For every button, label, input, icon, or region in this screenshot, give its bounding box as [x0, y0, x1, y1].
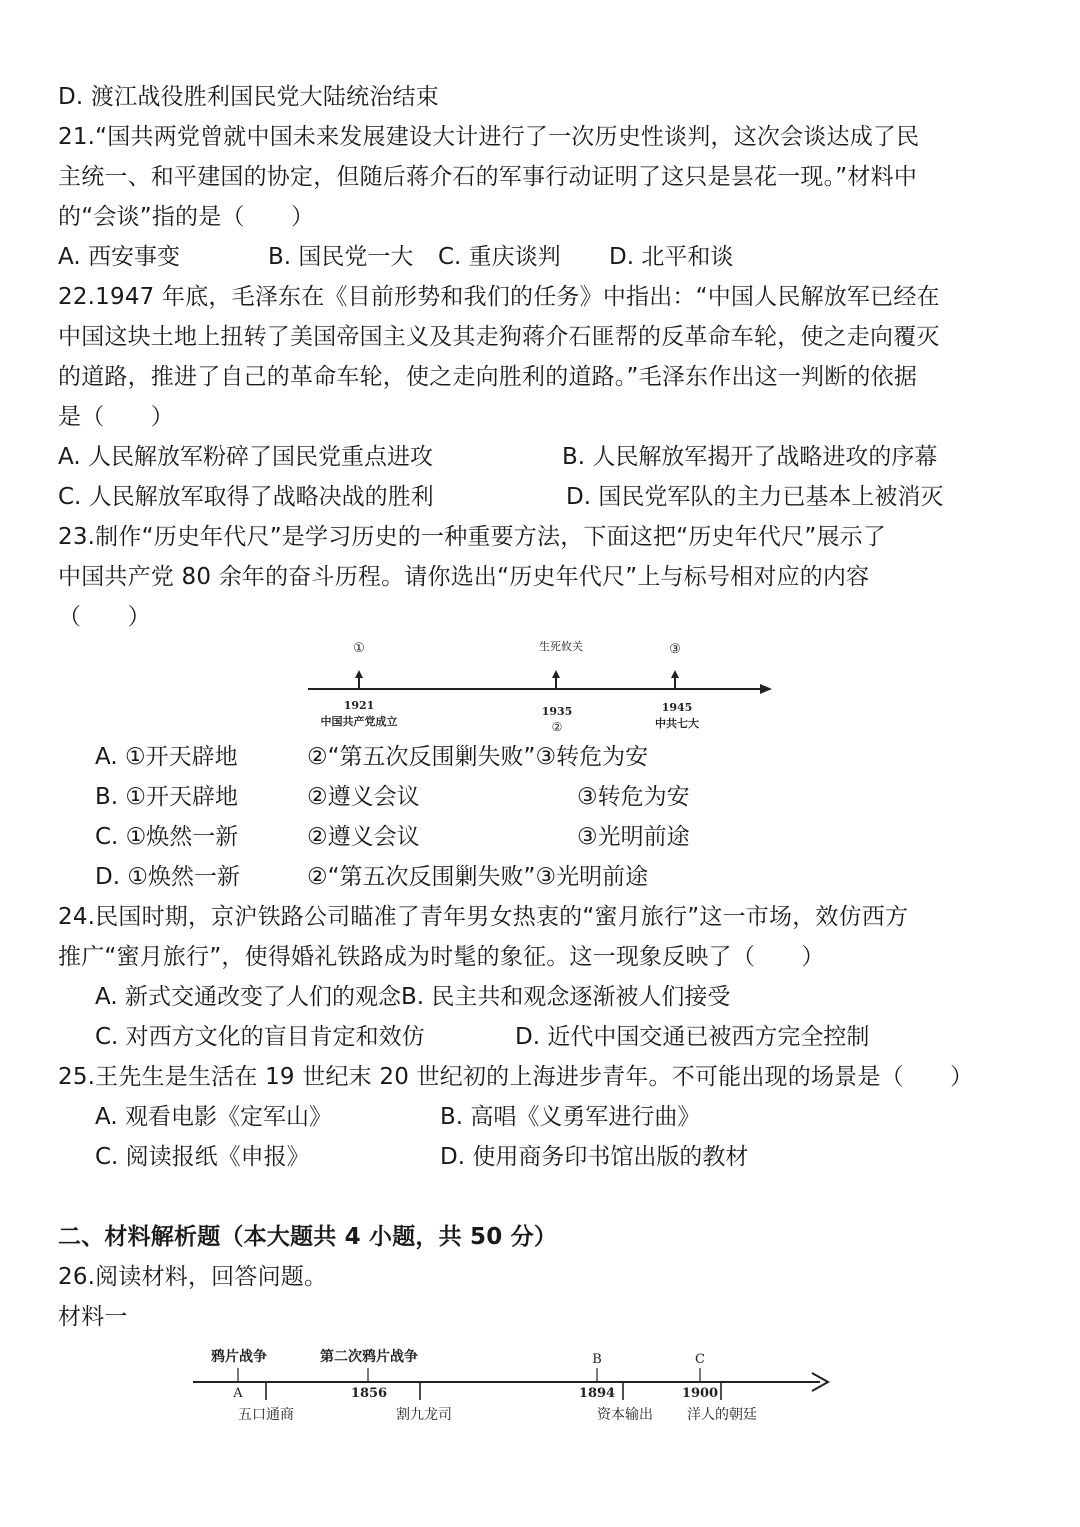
q23-option-a-1: A. ①开天辟地 [95, 744, 238, 770]
q24-stem-line: 24.民国时期，京沪铁路公司瞄准了青年男女热衷的“蜜月旅行”这一市场，效仿西方 [58, 904, 909, 930]
q25-stem-line: 25.王先生是生活在 19 世纪末 20 世纪初的上海进步青年。不可能出现的场景是（ ） [58, 1064, 974, 1090]
q26-top-label: C [695, 1352, 705, 1367]
q23-option-b-2: ②遵义会议 [307, 784, 420, 810]
q23-bottom-label: 中国共产党成立 [320, 715, 398, 728]
q25-option-a: A. 观看电影《定军山》 [95, 1104, 332, 1130]
q26-top-label: 第二次鸦片战争 [320, 1349, 418, 1365]
q26-top-label: B [592, 1352, 602, 1367]
q22-option-c: C. 人民解放军取得了战略决战的胜利 [58, 484, 434, 510]
q23-option-b-1: B. ①开天辟地 [95, 784, 239, 810]
q23-option-a-2: ②“第五次反围剿失败”③转危为安 [307, 744, 649, 770]
q23-year: 1921 [343, 699, 375, 712]
q26-bottom-label: 五口通商 [238, 1407, 294, 1423]
q21-option-b: B. 国民党一大 [268, 244, 414, 270]
q26-axis-label: A [233, 1386, 243, 1401]
q23-stem-line: （ ） [58, 604, 151, 630]
q23-timeline [300, 635, 780, 740]
q25-option-d: D. 使用商务印书馆出版的教材 [440, 1144, 749, 1170]
q26-stem: 26.阅读材料，回答问题。 [58, 1264, 328, 1290]
q23-bottom-label: ② [551, 720, 563, 734]
q22-stem-line: 的道路，推进了自己的革命车轮，使之走向胜利的道路。”毛泽东作出这一判断的依据 [58, 364, 918, 390]
q23-stem-line: 中国共产党 80 余年的奋斗历程。请你选出“历史年代尺”上与标号相对应的内容 [58, 564, 870, 590]
material-label: 材料一 [58, 1304, 128, 1330]
q24-option-c: C. 对西方文化的盲目肯定和效仿 [95, 1024, 425, 1050]
q21-stem-line: 21.“国共两党曾就中国未来发展建设大计进行了一次历史性谈判，这次会谈达成了民 [58, 124, 920, 150]
q23-option-d-2: ②“第五次反围剿失败”③光明前途 [307, 864, 649, 890]
q21-option-c: C. 重庆谈判 [438, 244, 561, 270]
q21-option-a: A. 西安事变 [58, 244, 180, 270]
q26-top-label: 鸦片战争 [211, 1349, 267, 1365]
q21-stem-line: 的“会谈”指的是（ ） [58, 204, 315, 230]
q22-option-a: A. 人民解放军粉碎了国民党重点进攻 [58, 444, 433, 470]
q22-stem-line: 是（ ） [58, 404, 174, 430]
q23-option-c-2: ②遵义会议 [307, 824, 420, 850]
q23-bottom-label: 中共七大 [655, 717, 699, 730]
q22-stem-line: 22.1947 年底，毛泽东在《目前形势和我们的任务》中指出：“中国人民解放军已经在 [58, 284, 940, 310]
q23-top-label: ① [353, 641, 365, 656]
q23-option-c-1: C. ①焕然一新 [95, 824, 239, 850]
q26-bottom-label: 洋人的朝廷 [687, 1407, 757, 1423]
q22-stem-line: 中国这块土地上扭转了美国帝国主义及其走狗蒋介石匪帮的反革命车轮，使之走向覆灭 [58, 324, 940, 350]
q22-option-d: D. 国民党军队的主力已基本上被消灭 [566, 484, 944, 510]
q23-stem-line: 23.制作“历史年代尺”是学习历史的一种重要方法，下面这把“历史年代尺”展示了 [58, 524, 887, 550]
q26-axis-label: 1900 [681, 1386, 719, 1401]
q23-option-c-3: ③光明前途 [577, 824, 690, 850]
section-heading: 二、材料解析题（本大题共 4 小题，共 50 分） [58, 1224, 558, 1250]
q26-bottom-label: 割九龙司 [396, 1407, 452, 1423]
q21-option-d: D. 北平和谈 [609, 244, 734, 270]
q24-option-ab: A. 新式交通改变了人们的观念B. 民主共和观念逐渐被人们接受 [95, 984, 731, 1010]
q26-timeline [185, 1342, 835, 1432]
q24-option-d: D. 近代中国交通已被西方完全控制 [515, 1024, 870, 1050]
q25-option-c: C. 阅读报纸《申报》 [95, 1144, 310, 1170]
q21-stem-line: 主统一、和平建国的协定，但随后蒋介石的军事行动证明了这只是昙花一现。”材料中 [58, 164, 918, 190]
q26-axis-label: 1856 [350, 1386, 388, 1401]
q26-axis-label: 1894 [578, 1386, 616, 1401]
q26-bottom-label: 资本输出 [597, 1407, 653, 1423]
q23-year: 1935 [541, 705, 573, 718]
q25-option-b: B. 高唱《义勇军进行曲》 [440, 1104, 701, 1130]
q23-top-label: ③ [669, 642, 681, 657]
q23-option-b-3: ③转危为安 [577, 784, 690, 810]
q24-stem-line: 推广“蜜月旅行”，使得婚礼铁路成为时髦的象征。这一现象反映了（ ） [58, 944, 825, 970]
q23-year: 1945 [661, 701, 693, 714]
q20-option-d: D. 渡江战役胜利国民党大陆统治结束 [58, 84, 439, 110]
q22-option-b: B. 人民解放军揭开了战略进攻的序幕 [562, 444, 938, 470]
q23-option-d-1: D. ①焕然一新 [95, 864, 240, 890]
q23-top-label: 生死攸关 [539, 640, 583, 653]
